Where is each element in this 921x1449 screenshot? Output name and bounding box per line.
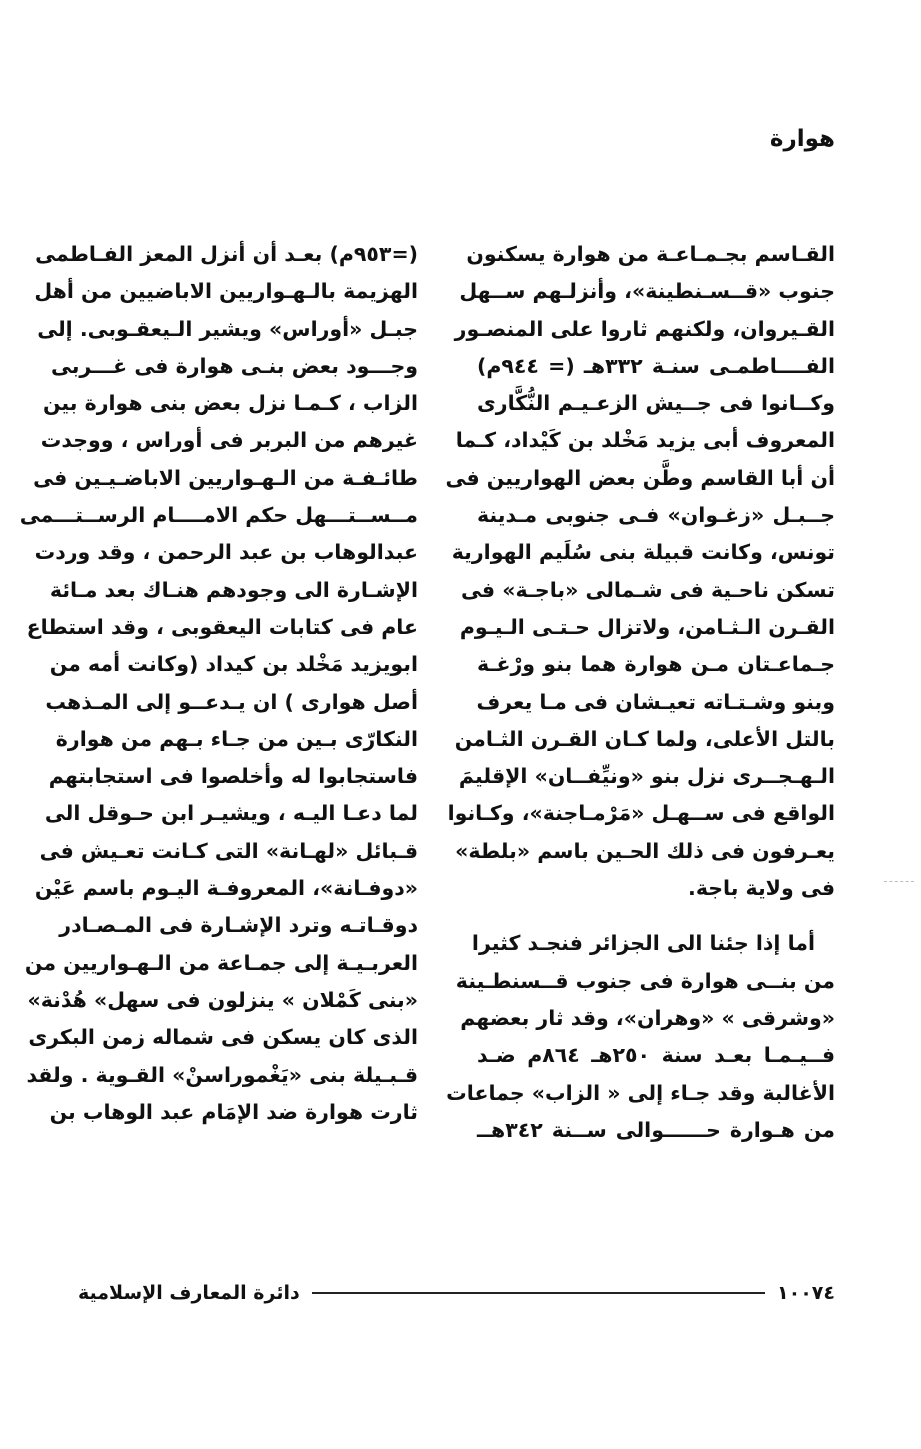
publication-title: دائرة المعارف الإسلامية [78, 1282, 300, 1304]
text-line: تسكن ناحـية فى شـمالى «باجـة» فى [460, 577, 835, 602]
text-line: الذى كان يسكن فى شماله زمن البكرى [28, 1025, 418, 1050]
text-line: جبـل «أوراس» ويشير الـيعقـوبى. إلى [37, 316, 418, 341]
text-line: الإشـارة الى وجودهم هنـاك بعد مـائة [49, 577, 418, 602]
text-line: وكــانوا فى جــيش الزعـيـم النُّكَّارى [477, 391, 835, 416]
text-line: تونس، وكانت قبيلة بنى سُلَيم الهوارية [451, 540, 835, 565]
text-line: الواقع فى ســهـل «مَرْمـاجنة»، وكـانوا [447, 801, 835, 826]
text-line: الأغالبة وقد جـاء إلى « الزاب» جماعات [446, 1080, 835, 1105]
text-line: «وشرقى » «وهران»، وقد ثار بعضهم [460, 1005, 835, 1030]
right-paragraph-1 [445, 236, 836, 907]
text-line: فاستجابوا له وأخلصوا فى استجابتهم [48, 764, 418, 789]
text-line: طائـفـة من الـهـواريين الاباضـيـين فى [33, 465, 418, 490]
text-line: فى ولاية باجة. [688, 876, 835, 901]
text-line: ابويزيد مَخْلد بن كيداد (وكانت أمه من [49, 652, 418, 677]
left-column [19, 236, 418, 1131]
text-line: الـهـجــرى نزل بنو «ونيِّفــان» الإقليمَ [458, 764, 835, 789]
text-line: «دوفـانة»، المعروفـة اليـوم باسم عَيْن [34, 876, 418, 901]
left-paragraph-1 [19, 236, 418, 1131]
footer-divider [312, 1292, 765, 1294]
text-line: الزاب ، كـمـا نزل بعض بنى هوارة بين [42, 391, 418, 416]
text-line: الهزيمة بالـهـواريين الاباضيين من أهل [34, 279, 418, 304]
text-line: فــيـمـا بعـد سنة ٢٥٠هـ ٨٦٤م ضـد [477, 1043, 836, 1068]
text-line: النكارّى بـين من جـاء بـهم من هوارة [55, 726, 418, 751]
text-line: غيرهم من البربر فى أوراس ، ووجدت [40, 428, 418, 453]
text-line: أما إذا جئنا الى الجزائر فنجـد كثيرا [471, 931, 815, 956]
margin-mark [884, 881, 914, 882]
text-line: من بنــى هوارة فى جنوب قــسنطـينة [455, 968, 835, 993]
right-paragraph-2 [446, 925, 836, 1149]
text-line: قـبائل «لهـانة» التى كـانت تعـيش فى [39, 838, 418, 863]
text-line: لما دعـا اليـه ، ويشيـر ابن حـوقل الى [44, 801, 418, 826]
text-line: دوقـاتـه وترد الإشـارة فى المـصـادر [59, 913, 418, 938]
text-line: عبدالوهاب بن عبد الرحمن ، وقد وردت [34, 540, 418, 565]
text-line: مــســتـــهل حكم الامــــام الرســتـــمى [19, 503, 418, 528]
text-line: وجـــود بعض بنـى هوارة فى غـــربى [50, 353, 418, 378]
text-line: القـرن الـثـامن، ولاتزال حـتـى الـيـوم [459, 614, 835, 639]
text-line: ثارت هوارة ضد الإمَام عبد الوهاب بن [49, 1099, 418, 1124]
text-line: يعـرفون فى ذلك الحـين باسم «بلطة» [455, 838, 835, 863]
page-footer [78, 1280, 835, 1306]
text-line: أصل هوارى ) ان يـدعــو إلى المـذهب [45, 689, 418, 714]
page-header-title: هوارة [769, 126, 835, 152]
text-line: قـبـيلة بنى «يَغْموراسنْ» القـوية . ولقد [26, 1062, 418, 1087]
text-line: جـماعـتان مـن هوارة هما بنو ورْغـة [477, 652, 835, 677]
text-line: «بنى كَمْلان » ينزلون فى سهل» هُدْنة» [27, 987, 418, 1012]
text-line: (=٩٥٣م) بعـد أن أنزل المعز الفـاطمى [35, 242, 418, 266]
text-line: بالتل الأعلى، ولما كـان القـرن الثـامن [454, 726, 835, 751]
text-line: وبنو وشـتـاته تعيـشان فى مـا يعرف [476, 689, 835, 714]
text-line: أن أبا القاسم وطَّن بعض الهواريين فى [445, 465, 835, 490]
text-line: القـيروان، ولكنهم ثاروا على المنصـور [454, 316, 835, 341]
text-line: العربـيـة إلى جمـاعة من الـهـواريين من [24, 950, 418, 975]
text-line: من هـوارة حــــــوالى ســنة ٣٤٢هــ [477, 1117, 835, 1142]
page-number: ١٠٠٧٤ [777, 1282, 835, 1304]
text-line: المعروف أبى يزيد مَخْلد بن كَيْداد، كـما [455, 428, 835, 453]
text-line: الفــــاطمـى سنـة ٣٣٢هـ (= ٩٤٤م) [477, 353, 836, 378]
right-column [445, 236, 836, 1149]
text-line: عام فى كتابات اليعقوبى ، وقد استطاع [26, 614, 418, 639]
text-line: جنوب «قــسـنطينة»، وأنزلـهم ســهل [459, 279, 835, 304]
text-line: جــبـل «زغـوان» فـى جنوبى مـدينة [477, 503, 835, 528]
text-line: القـاسم بجـمـاعـة من هوارة يسكنون [466, 242, 835, 266]
